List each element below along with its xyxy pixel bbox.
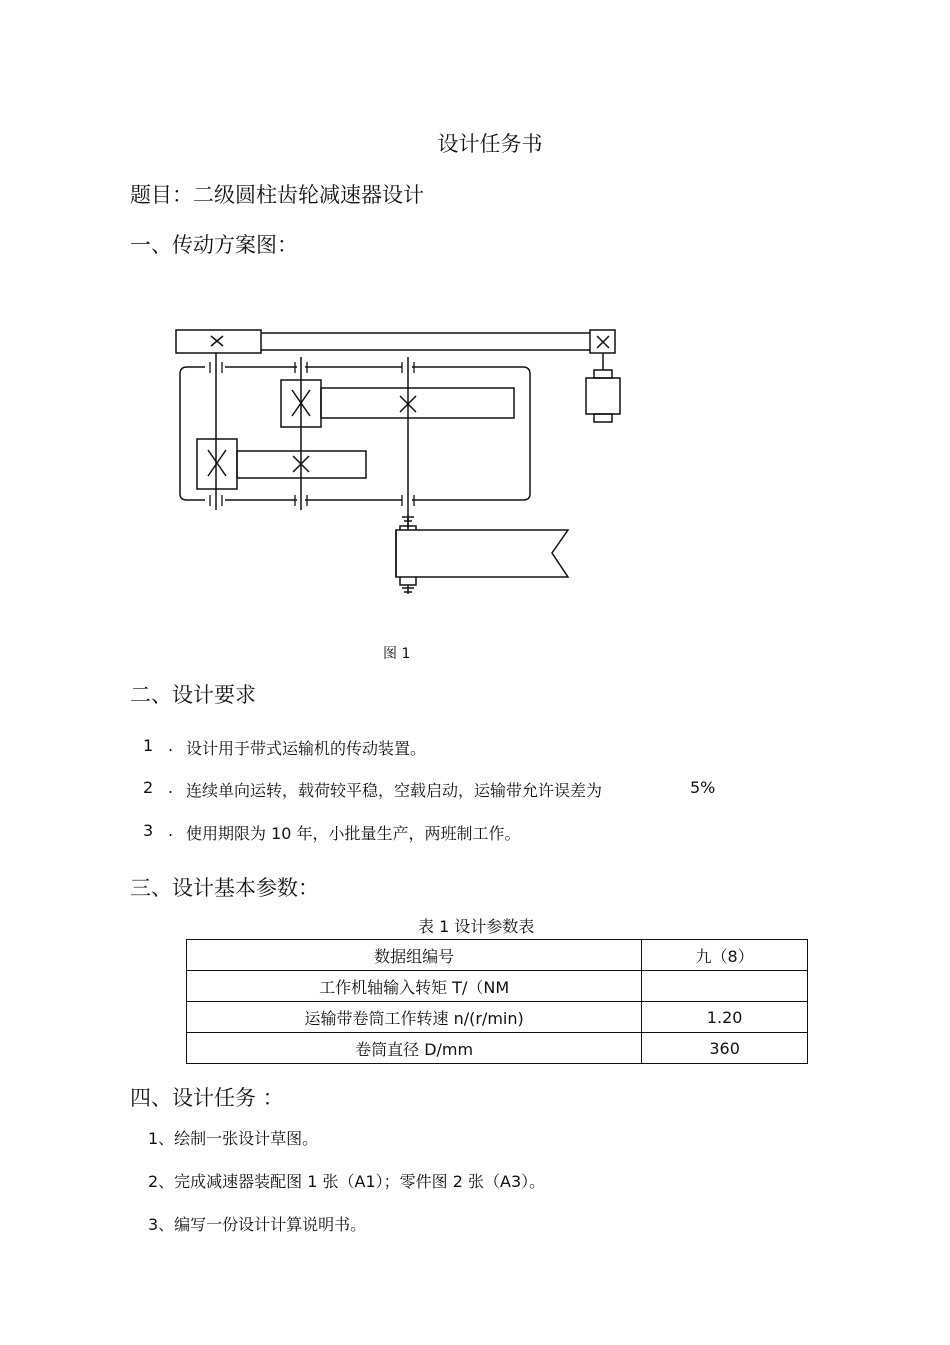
- requirement-text: 设计用于带式运输机的传动装置。: [186, 739, 427, 758]
- table-cell-label: 数据组编号: [187, 940, 642, 971]
- gear-3: [321, 388, 514, 418]
- requirement-text: 使用期限为 10 年，小批量生产，两班制工作。: [186, 824, 521, 843]
- design-parameter-table: [186, 939, 808, 1064]
- table-cell-label: 运输带卷筒工作转速 n/(r/min): [187, 1002, 642, 1033]
- housing-right: [412, 367, 530, 500]
- task-item: 3、编写一份设计计算说明书。: [148, 1215, 367, 1234]
- transmission-scheme-diagram: [0, 0, 950, 660]
- belt-drive: [176, 330, 615, 353]
- requirement-text: 连续单向运转，载荷较平稳，空载启动，运输带允许误差为: [186, 781, 603, 800]
- table-cell-value: [642, 971, 808, 1002]
- document-title: 设计任务书: [437, 132, 543, 156]
- requirement-separator: .: [168, 736, 174, 755]
- task-item: 2、完成减速器装配图 1 张（A1）；零件图 2 张（A3）。: [148, 1172, 546, 1191]
- figure-caption: 图 1: [383, 646, 411, 662]
- section4-heading: 四、设计任务 ：: [130, 1086, 284, 1110]
- requirement-separator: .: [168, 821, 174, 840]
- table-header-row: [187, 940, 808, 971]
- gears: [197, 380, 514, 489]
- housing-left: [180, 367, 205, 500]
- requirement-number: 1: [143, 736, 154, 755]
- table-cell-value: 九（8）: [642, 940, 808, 971]
- section2-heading: 二、设计要求: [130, 683, 256, 707]
- requirement-separator: .: [168, 778, 174, 797]
- table-row: [187, 1002, 808, 1033]
- table-cell-label: 工作机轴输入转矩 T/（NM: [187, 971, 642, 1002]
- table-cell-value: 360: [642, 1033, 808, 1064]
- topic-line: 题目：二级圆柱齿轮减速器设计: [130, 183, 424, 207]
- drum: [396, 526, 568, 594]
- table-cell-value: 1.20: [642, 1002, 808, 1033]
- motor: [586, 353, 620, 422]
- table-row: [187, 971, 808, 1002]
- requirement-number: 3: [143, 821, 154, 840]
- table-caption: 表 1 设计参数表: [418, 917, 535, 936]
- table-cell-label: 卷筒直径 D/mm: [187, 1033, 642, 1064]
- section1-heading: 一、传动方案图：: [130, 233, 298, 257]
- requirement-number: 2: [143, 778, 154, 797]
- task-item: 1、绘制一张设计草图。: [148, 1129, 319, 1148]
- section3-heading: 三、设计基本参数：: [130, 876, 319, 900]
- table-row: [187, 1033, 808, 1064]
- belt-error-value: 5%: [690, 778, 716, 797]
